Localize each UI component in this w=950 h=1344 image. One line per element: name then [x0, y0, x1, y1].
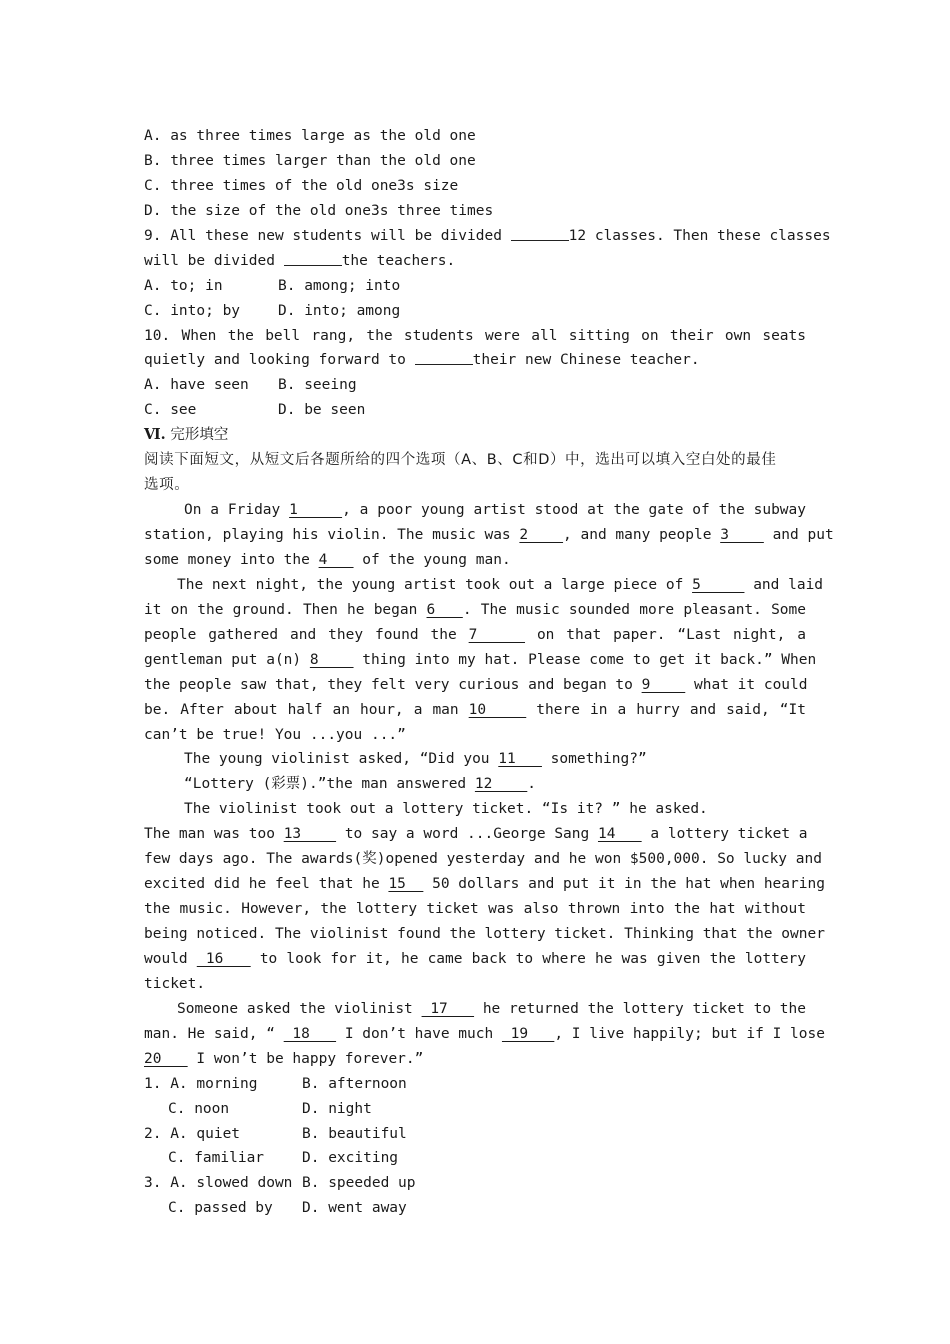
passage-line: The next night, the young artist took out a large piece of 5 and laid [177, 576, 824, 593]
passage-line: the music. However, the lottery ticket was also thrown into the hat without [144, 901, 806, 918]
passage-line: man. He said, “ 18 I don’t have much 19 , I live happily; but if I lose [144, 1025, 825, 1042]
answer-blank: 7 [468, 626, 526, 643]
passage-line: gentleman put a(n) 8 thing into my hat. Please come to get it back.” When [144, 651, 817, 668]
question-1-options-ab: 1. A. morning B. afternoon [144, 1075, 407, 1092]
passage-line: Someone asked the violinist 17 he returned the lottery ticket to the [177, 1000, 806, 1017]
answer-blank: 11 [498, 751, 542, 768]
q10-stem-line1: 10. When the bell rang, the students were all sitting on their own seats [144, 327, 806, 344]
answer-blank: 8 [309, 651, 354, 668]
answer-blank [511, 225, 569, 241]
passage-line: station, playing his violin. The music was 2 , and many people 3 and put [144, 527, 834, 543]
q8-option-a: A. as three times large as the old one [144, 128, 476, 144]
answer-blank: 15 [388, 876, 424, 893]
question-2-options-cd: C. familiar D. exciting [168, 1150, 399, 1167]
passage-line: The man was too 13 to say a word ...George Sang 14 a lottery ticket a [144, 826, 808, 843]
passage-line: being noticed. The violinist found the lottery ticket. Thinking that the owner [144, 926, 825, 942]
answer-blank: 3 [720, 527, 764, 543]
q9-options-cd: C. into; by D. into; among [144, 302, 401, 319]
answer-blank: 1 [289, 502, 343, 519]
q10-options-cd: C. see D. be seen [144, 402, 366, 419]
passage-line: The young violinist asked, “Did you 11 something?” [184, 751, 647, 768]
section-instructions-line2: 选项。 [144, 477, 190, 494]
answer-blank: 14 [597, 826, 642, 843]
passage-line: the people saw that, they felt very curious and began to 9 what it could [144, 676, 808, 693]
passage-line: some money into the 4 of the young man. [144, 551, 511, 568]
passage-line: ticket. [144, 975, 206, 992]
q9-stem-line1: 9. All these new students will be divided 12 classes. Then these classes [144, 224, 806, 249]
q10-stem-line2: quietly and looking forward to their new Chinese teacher. [144, 348, 806, 373]
question-1-options-cd: C. noon D. night [168, 1100, 372, 1117]
q9-options-ab: A. to; in B. among; into [144, 277, 401, 294]
q8-option-b: B. three times larger than the old one [144, 152, 476, 169]
answer-blank: 4 [318, 551, 354, 568]
answer-blank: 16 [196, 950, 251, 967]
q8-option-c: C. three times of the old one3s size [144, 177, 459, 194]
question-3-options-cd: C. passed by D. went away [168, 1200, 407, 1217]
passage-line: 20 I won’t be happy forever.” [144, 1050, 424, 1067]
answer-blank: 2 [519, 527, 564, 543]
passage-line: it on the ground. Then he began 6 . The music sounded more pleasant. Some [144, 601, 806, 618]
passage-line: “Lottery (彩票).”the man answered 12 . [184, 776, 537, 793]
answer-blank: 9 [641, 676, 686, 693]
passage-line: On a Friday 1 , a poor young artist stood at the gate of the subway [184, 502, 806, 519]
passage-line: excited did he feel that he 15 50 dollars and put it in the hat when hearing [144, 876, 825, 893]
question-2-options-ab: 2. A. quiet B. beautiful [144, 1125, 407, 1142]
passage-line: The violinist took out a lottery ticket. “Is it? ” he asked. [184, 801, 708, 818]
passage-line: would 16 to look for it, he came back to where he was given the lottery [144, 950, 807, 967]
answer-blank: 5 [692, 576, 745, 593]
answer-blank [415, 349, 473, 365]
passage-line: people gathered and they found the 7 on that paper. “Last night, a [144, 626, 807, 643]
section-instructions-line1: 阅读下面短文，从短文后各题所给的四个选项（A、B、C和D）中，选出可以填入空白处的最佳 [144, 452, 777, 469]
q9-stem-line2: will be divided the teachers. [144, 249, 806, 274]
answer-blank: 18 [283, 1025, 337, 1042]
answer-blank: 19 [501, 1025, 555, 1042]
answer-blank: 20 [144, 1050, 188, 1067]
answer-blank [284, 250, 342, 266]
question-3-options-ab: 3. A. slowed down B. speeded up [144, 1175, 416, 1192]
passage-line: can’t be true! You ...you ...” [144, 726, 406, 743]
answer-blank: 6 [426, 601, 463, 618]
q8-option-d: D. the size of the old one3s three times [144, 202, 494, 219]
passage-line: be. After about half an hour, a man 10 there in a hurry and said, “It [144, 701, 806, 718]
answer-blank: 10 [468, 701, 527, 718]
answer-blank: 13 [283, 826, 337, 843]
answer-blank: 17 [421, 1000, 475, 1017]
document-page [144, 124, 834, 1221]
passage-line: few days ago. The awards(奖)opened yesterday and he won $500,000. So lucky and [144, 851, 822, 868]
answer-blank: 12 [474, 776, 528, 793]
q10-options-ab: A. have seen B. seeing [144, 377, 357, 394]
section-heading: Ⅵ. 完形填空 [144, 426, 229, 444]
